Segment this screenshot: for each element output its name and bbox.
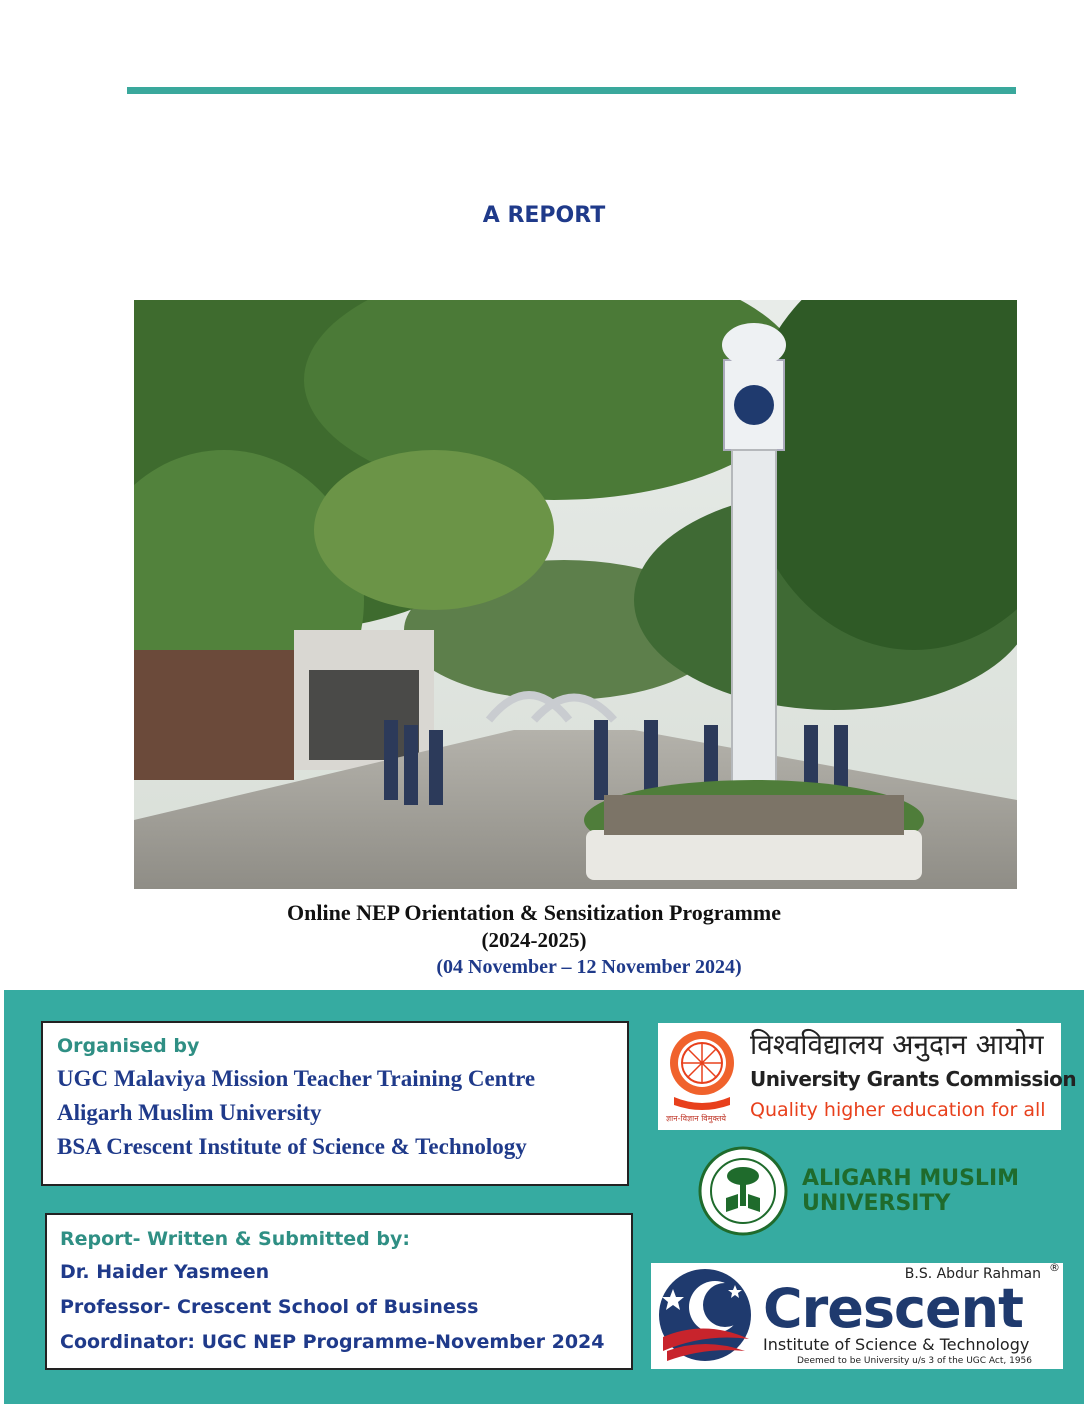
crescent-subtitle: Institute of Science & Technology [763,1335,1030,1354]
campus-photo [134,300,1017,889]
ugc-english-name: University Grants Commission [750,1067,1077,1091]
organiser-line: Aligarh Muslim University [57,1100,322,1125]
programme-year: (2024-2025) [481,928,587,952]
crescent-top-line: B.S. Abdur Rahman [904,1266,1041,1282]
registered-mark: ® [1049,1261,1060,1274]
crescent-name: Crescent [763,1277,1023,1340]
organiser-line: BSA Crescent Institute of Science & Technology [57,1134,527,1159]
amu-line-2: UNIVERSITY [802,1191,951,1216]
top-rule [127,87,1016,94]
amu-line-1: ALIGARH MUSLIM [802,1166,1020,1191]
organised-by-box [41,1021,629,1186]
programme-title: Online NEP Orientation & Sensitization Programme [287,900,781,925]
programme-dates: (04 November – 12 November 2024) [436,956,742,978]
ugc-logo [658,1023,1077,1130]
report-author-box [45,1213,633,1370]
amu-seal-icon [698,1146,788,1236]
crescent-emblem-icon [653,1267,757,1367]
author-line: Professor- Crescent School of Business [60,1296,479,1318]
report-title: A REPORT [482,203,606,228]
crescent-logo [651,1263,1063,1369]
ugc-hindi-name: विश्वविद्यालय अनुदान आयोग [750,1028,1044,1061]
ugc-tagline: Quality higher education for all [750,1099,1046,1121]
organised-heading: Organised by [57,1035,200,1057]
ugc-motto: ज्ञान-विज्ञान विमुक्तये [666,1114,727,1123]
ugc-emblem-icon [664,1027,740,1111]
author-line: Dr. Haider Yasmeen [60,1261,270,1283]
author-line: Coordinator: UGC NEP Programme-November 2024 [60,1331,605,1353]
organiser-line: UGC Malaviya Mission Teacher Training Centre [57,1066,536,1091]
report-heading: Report- Written & Submitted by: [60,1228,410,1250]
crescent-note: Deemed to be University u/s 3 of the UGC Act, 1956 [797,1356,1032,1366]
amu-wordmark [802,1166,1019,1216]
